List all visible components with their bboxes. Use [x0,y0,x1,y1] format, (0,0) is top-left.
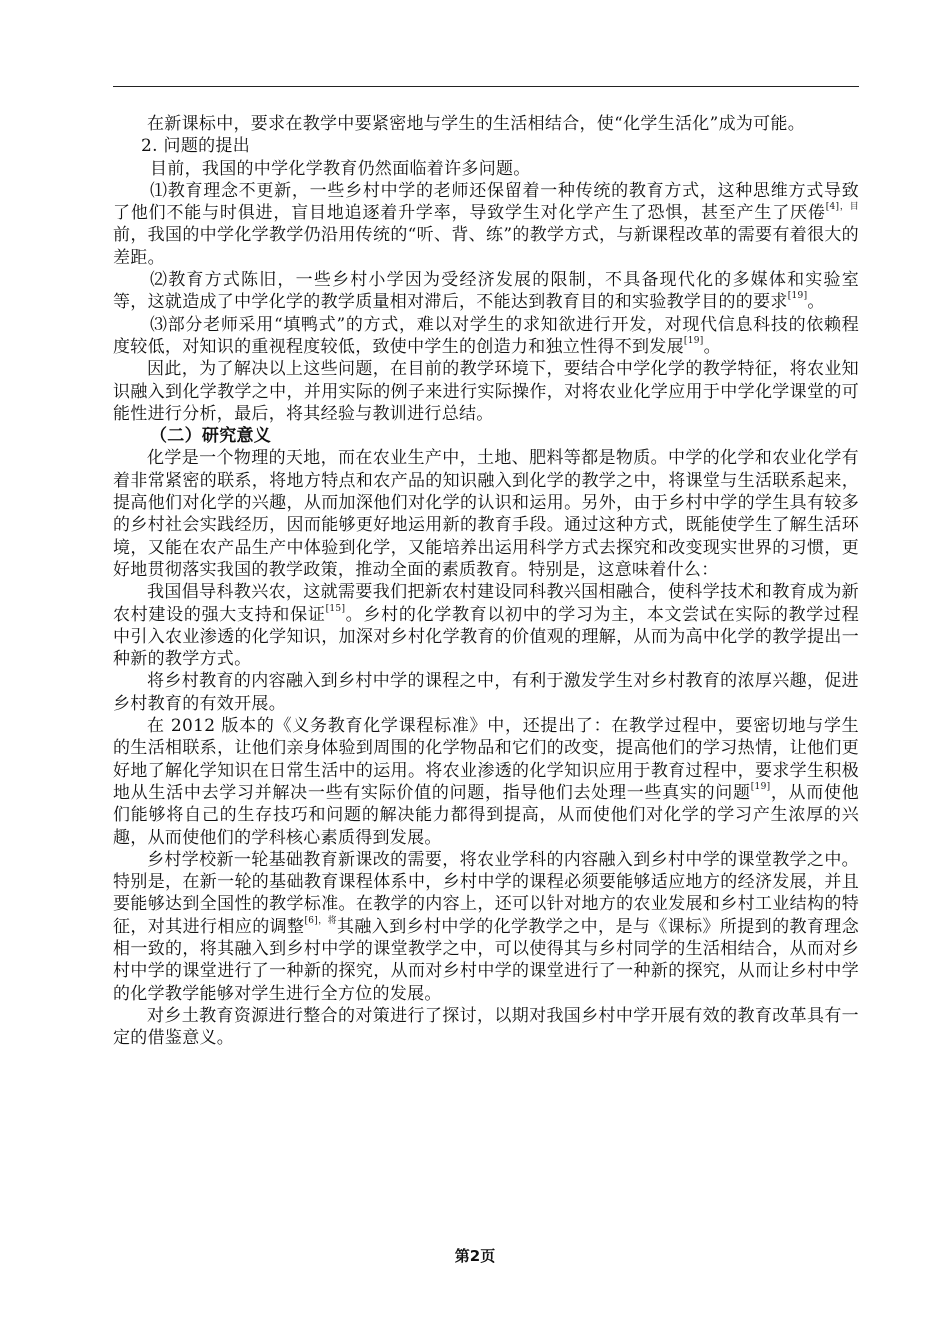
citation: [19] [683,335,704,346]
paragraph: 化学是一个物理的天地，而在农业生产中，土地、肥料等都是物质。中学的化学和农业化学有着非常紧密的联系，将地方特点和农产品的知识融入到化学的教学之中，将课堂与生活联系起来，提高他们对化学的兴趣，从而加深他们对化学的认识和运用。另外，由于乡村中学的学生具有较多的乡村社会实践经历，因而能够更好地运用新的教育手段。通过这种方式，既能使学生了解生活环境，又能在农产品生产中体验到化学，又能培养出运用科学方式去探究和改变现实世界的习惯，更好地贯彻落实我国的教学政策，推动全面的素质教育。特别是，这意味着什么： [113,448,859,580]
text-run: 其融入到乡村中学的化学教学之中，是与《课标》所提到的教育理念相一致的，将其融入到乡村中学的课堂教学之中，可以使得其与乡村同学的生活相结合，从而对乡村中学的课堂进行了一种新的探究，从而对乡村中学的课堂进行了一种新的探究，从而让乡村中学的化学教学能够对学生进行全方位的发展。 [113,916,859,1004]
paragraph [113,180,859,269]
citation: [19] [787,291,808,302]
text-run: 。 [807,292,825,313]
paragraph [113,269,859,314]
text-run: ⑴教育理念不更新，一些乡村中学的老师还保留着一种传统的教育方式，这种思维方式导致了他们不能与时俱进，盲目地追逐着升学率，导致学生对化学产生了恐惧，甚至产生了厌倦 [113,180,859,224]
paragraph: 因此，为了解决以上这些问题，在目前的教学环境下，要结合中学化学的教学特征，将农业知识融入到化学教学之中，并用实际的例子来进行实际操作，对将农业化学应用于中学化学课堂的可能性进行分析，最后，将其经验与教训进行总结。 [113,359,859,424]
text-run: 乡村学校新一轮基础教育新课改的需要，将农业学科的内容融入到乡村中学的课堂教学之中。特别是，在新一轮的基础教育课程体系中，乡村中学的课程必须要能够适应地方的经济发展，并且要能够达到全国性的教学标准。在教学的内容上，还可以针对地方的农业发展和乡村工业结构的特征，对其进行相应的调整 [113,849,859,937]
citation: [19] [750,781,771,792]
text-run: ，从而使他们能够将自己的生存技巧和问题的解决能力都得到提高，从而使他们对化学的学习产生浓厚的兴趣，从而使他们的学科核心素质得到发展。 [113,782,859,848]
paragraph: 对乡土教育资源进行整合的对策进行了探讨，以期对我国乡村中学开展有效的教育改革具有一定的借鉴意义。 [113,1005,859,1049]
paragraph [113,314,859,359]
citation: 目 [849,202,859,213]
header-rule [113,86,859,87]
page-number: 第2页 [454,1247,496,1265]
section-heading: （二）研究意义 [150,426,272,447]
citation: [4]， [825,202,850,213]
text-run: 前，我国的中学化学教学仍沿用传统的“听、背、练”的教学方式，与新课程改革的需要有着很大的差距。 [113,225,859,268]
paragraph [113,849,859,1005]
paragraph [113,581,859,670]
paragraph: 在新课标中，要求在教学中要紧密地与学生的生活相结合，使“化学生活化”成为可能。 [147,114,806,134]
text-run: 在 2012 版本的《义务教育化学课程标准》中，还提出了：在教学过程中，要密切地与学生的生活相联系，让他们亲身体验到周围的化学物品和它们的改变，提高他们的学习热情，让他们更好地了解化学知识在日常生活中的运用。将农业渗透的化学知识应用于教育过程中，要求学生积极地从生活中去学习并解决一些有实际价值的问题，指导他们去处理一些真实的问题 [113,716,859,803]
paragraph: 将乡村教育的内容融入到乡村中学的课程之中，有利于激发学生对乡村教育的浓厚兴趣，促进乡村教育的有效开展。 [113,671,859,714]
text-run: 。乡村的化学教育以初中的学习为主，本文尝试在实际的教学过程中引入农业渗透的化学知识，加深对乡村化学教育的价值观的理解，从而为高中化学的教学提出一种新的教学方式。 [113,604,859,670]
text-run: 我国倡导科教兴农，这就需要我们把新农村建设同科教兴国相融合，使科学技术和教育成为新农村建设的强大支持和保证 [113,582,859,625]
paragraph [113,715,859,849]
section-heading: 2. 问题的提出 [141,136,251,157]
text-run: ⑶部分老师采用“填鸭式”的方式，难以对学生的求知欲进行开发，对现代信息科技的依赖程度较低，对知识的重视程度较低，致使中学生的创造力和独立性得不到发展 [113,314,859,357]
text-run: 。 [703,336,721,357]
paragraph: 目前，我国的中学化学教育仍然面临着许多问题。 [150,158,531,179]
citation: [6]，将 [304,915,337,926]
document-body [113,113,859,1049]
text-run: ⑵教育方式陈旧，一些乡村小学因为受经济发展的限制，不具备现代化的多媒体和实验室等，这就造成了中学化学的教学质量相对滞后，不能达到教育目的和实验教学目的的要求 [113,270,859,313]
citation: [15] [325,603,346,614]
